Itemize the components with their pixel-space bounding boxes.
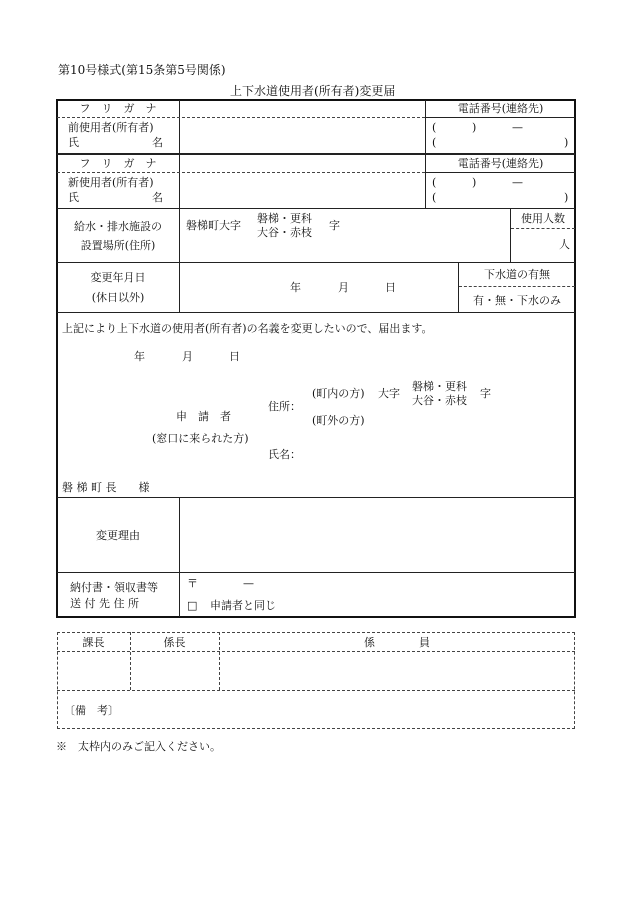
change-date-note: (休日以外) — [91, 291, 145, 304]
users-count-field[interactable] — [512, 230, 556, 260]
office-subchief-label: 係長 — [163, 636, 186, 649]
declaration-aza: 字 — [480, 387, 491, 400]
prev-phone-dash: — — [512, 121, 523, 134]
new-phone-open: ( — [432, 176, 437, 189]
same-as-applicant-checkbox[interactable]: □ — [187, 599, 198, 612]
new-phone-close2: ) — [564, 191, 569, 204]
prev-name-label-shi: 氏 — [68, 136, 79, 149]
prev-phone-open2: ( — [432, 136, 437, 149]
sewer-options[interactable]: 有・無・下水のみ — [473, 294, 561, 307]
office-subchief-stamp — [131, 652, 218, 689]
address-label: 住所： — [268, 400, 301, 413]
change-date-month: 月 — [338, 281, 349, 294]
facility-address-field[interactable] — [345, 212, 507, 258]
change-date-year: 年 — [290, 281, 301, 294]
new-phone-close: ) — [472, 176, 477, 189]
facility-aza: 字 — [329, 219, 340, 232]
change-date-label: 変更年月日 — [90, 271, 146, 284]
prev-name-field[interactable] — [180, 118, 424, 152]
prev-furigana-field[interactable] — [180, 102, 424, 116]
office-remarks-label: 〔備 考〕 — [64, 704, 119, 717]
declaration-oaza: 大字 — [378, 387, 400, 400]
prev-furigana-label: フ リ ガ ナ — [79, 102, 157, 115]
prev-name-label-mei: 名 — [152, 136, 163, 149]
prev-phone-close: ) — [472, 121, 477, 134]
in-town-label: (町内の方) — [312, 387, 365, 400]
postal-dash: — — [243, 577, 254, 590]
declaration-area-1: 磐梯・更科 — [412, 380, 467, 393]
form-number: 第10号様式(第15条第5号関係) — [58, 63, 226, 77]
office-staff-label: 係 員 — [364, 636, 430, 649]
new-furigana-field[interactable] — [180, 156, 424, 171]
facility-town: 磐梯町大字 — [186, 219, 241, 232]
prev-phone-close2: ) — [564, 136, 569, 149]
users-count-unit: 人 — [559, 238, 570, 251]
users-count-label: 使用人数 — [521, 212, 565, 225]
same-as-applicant-label: 申請者と同じ — [210, 599, 276, 612]
prev-phone-label: 電話番号(連絡先) — [457, 102, 544, 115]
prev-phone-open: ( — [432, 121, 437, 134]
declaration-date-field[interactable] — [110, 345, 250, 367]
postal-mark: 〒 — [187, 577, 198, 590]
declaration-year: 年 — [134, 350, 145, 363]
applicant-note: (窓口に来られた方) — [152, 432, 249, 445]
new-name-label: 新使用者(所有者) — [68, 176, 154, 189]
office-chief-label: 課長 — [82, 636, 105, 649]
prev-phone-field[interactable] — [427, 118, 574, 152]
reason-field[interactable] — [181, 500, 573, 570]
form-title: 上下水道使用者(所有者)変更届 — [230, 84, 396, 98]
mailing-label-1: 納付書・領収書等 — [70, 581, 158, 594]
change-date-field[interactable] — [181, 265, 456, 310]
addressee: 磐 梯 町 長 様 — [62, 481, 150, 494]
facility-area-1: 磐梯・更科 — [257, 212, 312, 225]
new-phone-field[interactable] — [427, 173, 574, 207]
applicant-name-field[interactable] — [300, 442, 570, 468]
new-name-label-mei: 名 — [152, 191, 163, 204]
facility-area-2: 大谷・赤枝 — [257, 226, 312, 239]
prev-name-label: 前使用者(所有者) — [68, 121, 154, 134]
footer-note: ※ 太枠内のみご記入ください。 — [56, 740, 221, 753]
new-phone-label: 電話番号(連絡先) — [457, 157, 544, 170]
mailing-label-2: 送 付 先 住 所 — [70, 597, 139, 610]
declaration-day: 日 — [229, 350, 240, 363]
new-name-label-shi: 氏 — [68, 191, 79, 204]
new-furigana-label: フ リ ガ ナ — [79, 157, 157, 170]
applicant-name-label: 氏名： — [268, 448, 301, 461]
office-chief-stamp — [58, 652, 129, 689]
out-town-label: (町外の方) — [312, 414, 365, 427]
reason-label: 変更理由 — [96, 529, 140, 542]
declaration-statement: 上記により上下水道の使用者(所有者)の名義を変更したいので、届出ます。 — [62, 322, 433, 335]
new-phone-dash: — — [512, 176, 523, 189]
declaration-area-2: 大谷・赤枝 — [412, 394, 467, 407]
applicant-label: 申 請 者 — [176, 410, 231, 423]
mailing-address-field[interactable] — [200, 576, 570, 592]
applicant-address-field[interactable] — [300, 378, 570, 430]
change-date-day: 日 — [385, 281, 396, 294]
new-name-field[interactable] — [180, 173, 424, 207]
declaration-month: 月 — [182, 350, 193, 363]
facility-label-2: 設置場所(住所) — [80, 239, 156, 252]
sewer-label: 下水道の有無 — [484, 268, 550, 281]
new-phone-open2: ( — [432, 191, 437, 204]
facility-label-1: 給水・排水施設の — [74, 220, 162, 233]
office-staff-stamp — [220, 652, 574, 689]
